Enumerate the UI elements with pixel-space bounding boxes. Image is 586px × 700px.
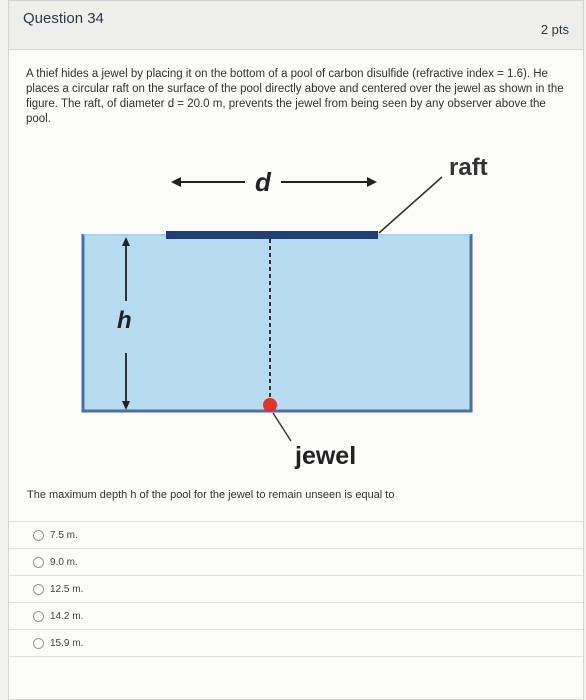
question-text: A thief hides a jewel by placing it on the bottom of a pool of carbon disulfide (refractive index = 1.6). He places a circular raft on the surface of the pool directly above and centered over the jewel as shown in the figure. The raft, of diameter d = 20.0 m, prevents the jewel from being seen by any observer above the pool. (26, 68, 564, 125)
answer-option[interactable] (9, 629, 583, 657)
d-label: d (255, 167, 271, 197)
answer-option[interactable] (9, 602, 583, 629)
raft-leader-line (379, 177, 442, 233)
raft (166, 231, 378, 239)
radio-button[interactable] (33, 611, 44, 622)
answer-list (9, 521, 583, 657)
d-arrowhead-left (171, 177, 181, 187)
jewel-leader-line (273, 413, 291, 441)
radio-button[interactable] (33, 557, 44, 568)
jewel (263, 398, 277, 412)
pool-water (83, 234, 471, 411)
d-arrowhead-right (367, 177, 377, 187)
pool-figure (9, 141, 583, 481)
answer-label: 7.5 m. (50, 529, 78, 541)
answer-option[interactable] (9, 521, 583, 548)
answer-label: 12.5 m. (50, 583, 84, 595)
question-header (9, 1, 583, 50)
answer-label: 14.2 m. (50, 610, 84, 622)
h-label: h (117, 307, 132, 334)
radio-button[interactable] (33, 584, 44, 595)
question-prompt: The maximum depth h of the pool for the jewel to remain unseen is equal to (27, 489, 395, 501)
answer-label: 9.0 m. (50, 556, 78, 568)
answer-option[interactable] (9, 575, 583, 602)
question-title: Question 34 (23, 10, 104, 27)
radio-button[interactable] (33, 638, 44, 649)
answer-option[interactable] (9, 548, 583, 575)
jewel-label: jewel (295, 442, 357, 470)
radio-button[interactable] (33, 530, 44, 541)
question-points: 2 pts (540, 22, 569, 37)
question-card (8, 0, 584, 700)
raft-label: raft (449, 154, 488, 181)
answer-label: 15.9 m. (50, 637, 84, 649)
